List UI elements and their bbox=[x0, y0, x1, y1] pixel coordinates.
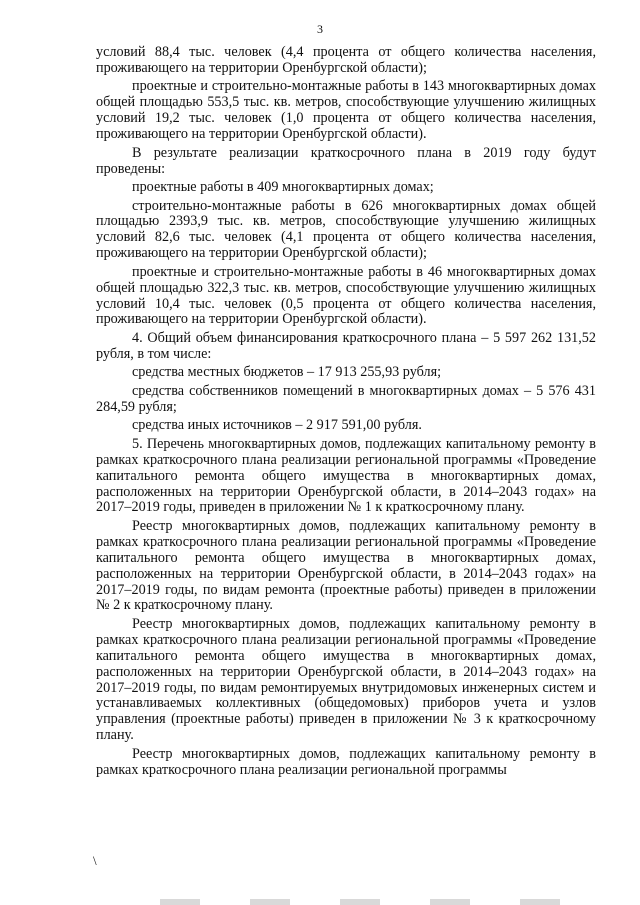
paragraph: средства иных источников – 2 917 591,00 рубля. bbox=[132, 417, 422, 434]
paragraph: Реестр многоквартирных домов, подлежащих капитальному ремонту в рамках краткосрочного плана реализации региональной программы «Проведение капитального ремонта общего имущества в многоквартирных домах, расположенных на территории Оренбургской области, в 2014–2043 годах» на 2017–2019 годы, по видам ремонта (проектные работы) приведен в приложении № 2 к краткосрочному плану. bbox=[96, 517, 596, 614]
paragraph: средства местных бюджетов – 17 913 255,93 рубля; bbox=[132, 364, 442, 381]
paragraph: проектные и строительно-монтажные работы в 46 многоквартирных домах общей площадью 322,3 тыс. кв. метров, способствующие улучшению жилищных условий 10,4 тыс. человек (0,5 процента от общего количества населения, проживающего на территории Оренбургской области). bbox=[96, 263, 596, 328]
document-body bbox=[96, 45, 596, 781]
margin-mark: \ bbox=[93, 853, 97, 868]
page-number: 3 bbox=[317, 22, 323, 36]
paragraph: условий 88,4 тыс. человек (4,4 процента от общего количества населения, проживающего на территории Оренбургской области); bbox=[96, 44, 596, 76]
paragraph: средства собственников помещений в многоквартирных домах – 5 576 431 284,59 рубля; bbox=[96, 382, 596, 415]
paragraph: Реестр многоквартирных домов, подлежащих капитальному ремонту в рамках краткосрочного плана реализации региональной программы «Проведение капитального ремонта общего имущества в многоквартирных домах, расположенных на территории Оренбургской области, в 2014–2043 годах» на 2017–2019 годы, по видам ремонтируемых внутридомовых инженерных систем и устанавливаемых коллективных (общедомовых) приборов учета и узлов управления (проектные работы) приведен в приложении № 3 к краткосрочному плану. bbox=[96, 615, 596, 744]
paragraph: 5. Перечень многоквартирных домов, подлежащих капитальному ремонту в рамках краткосрочного плана реализации региональной программы «Проведение капитального ремонта общего имущества в многоквартирных домах, расположенных на территории Оренбургской области, в 2014–2043 годах» на 2017–2019 годы, приведен в приложении № 1 к краткосрочному плану. bbox=[96, 435, 596, 516]
scan-footer-artifact bbox=[160, 899, 610, 905]
paragraph: проектные и строительно-монтажные работы в 143 многоквартирных домах общей площадью 553,5 тыс. кв. метров, способствующие улучшению жилищных условий 19,2 тыс. человек (1,0 процента от общего количества населения, проживающего на территории Оренбургской области). bbox=[96, 78, 596, 143]
paragraph: строительно-монтажные работы в 626 многоквартирных домах общей площадью 2393,9 тыс. кв. метров, способствующие улучшению жилищных условий 82,6 тыс. человек (4,1 процента от общего количества населения, проживающего на территории Оренбургской области); bbox=[96, 197, 596, 262]
paragraph: В результате реализации краткосрочного плана в 2019 году будут проведены: bbox=[96, 144, 596, 177]
paragraph: Реестр многоквартирных домов, подлежащих капитальному ремонту в рамках краткосрочного плана реализации региональной программы bbox=[96, 745, 596, 778]
paragraph: 4. Общий объем финансирования краткосрочного плана – 5 597 262 131,52 рубля, в том числе: bbox=[96, 329, 596, 362]
paragraph: проектные работы в 409 многоквартирных домах; bbox=[132, 179, 434, 196]
